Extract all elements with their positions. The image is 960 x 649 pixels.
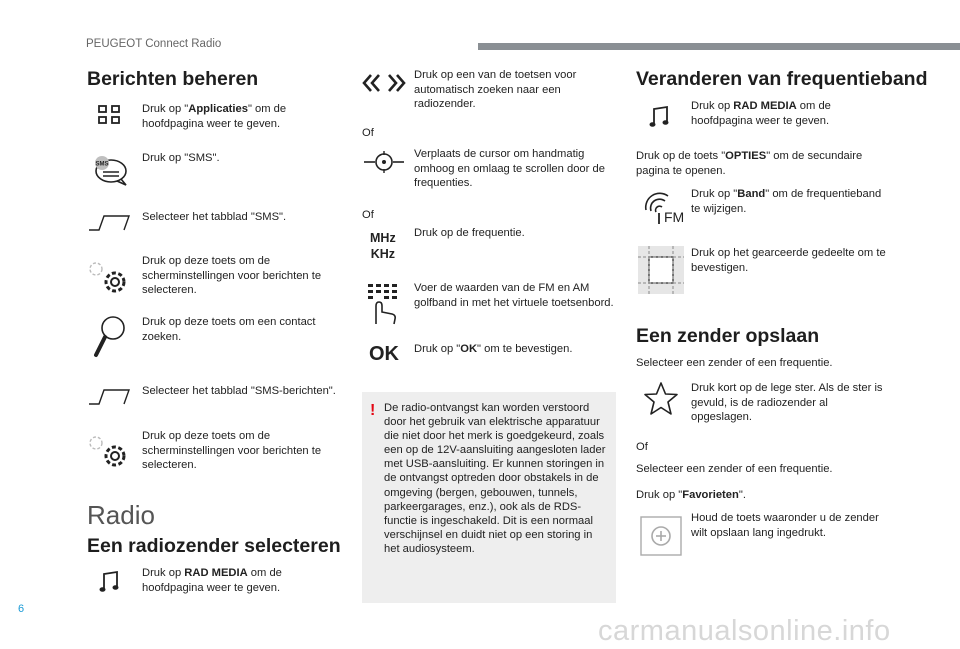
add-preset-icon [640, 516, 682, 556]
sms-icon-label: SMS [95, 161, 109, 168]
mhz-khz-icon: MHz KHz [370, 231, 396, 261]
favorites-instruction: Druk op "Favorieten". [636, 489, 746, 501]
or-label-1: Of [362, 127, 374, 139]
music-note-icon [99, 570, 121, 594]
save-instruction-1: Selecteer een zender of een frequentie. [636, 357, 833, 369]
settings-gear-icon [86, 257, 130, 297]
save-instruction-2: Selecteer een zender of een frequentie. [636, 463, 833, 475]
warning-box [362, 392, 616, 603]
step-band-rad-media: Druk op RAD MEDIA om de hoofdpagina weer te geven. [691, 100, 831, 127]
step-search-contact: Druk op deze toets om een contact zoeken. [142, 316, 316, 343]
step-applications: Druk op "Applicaties" om de hoofdpagina weer te geven. [142, 103, 287, 130]
settings-gear-icon [86, 431, 130, 471]
step-band: Druk op "Band" om de frequentieband te wijzigen. [691, 188, 882, 215]
step-seek: Druk op een van de toetsen voor automatisch zoeken naar een radiozender. [414, 69, 577, 110]
step-settings-2: Druk op deze toets om de scherminstellingen voor berichten te selecteren. [142, 430, 322, 471]
slider-cursor-icon [362, 150, 406, 174]
search-magnifier-icon [93, 314, 129, 358]
keypad-hand-icon [366, 282, 400, 326]
step-settings-1: Druk op deze toets om de scherminstellingen voor berichten te selecteren. [142, 255, 322, 296]
step-keypad: Voer de waarden van de FM en AM golfband in met het virtuele toetsenbord. [414, 282, 614, 309]
header-title: PEUGEOT Connect Radio [86, 38, 222, 50]
section-title-select-station: Een radiozender selecteren [87, 535, 341, 557]
step-ok: Druk op "OK" om te bevestigen. [414, 343, 573, 355]
header-rule [478, 43, 960, 50]
section-title-save-station: Een zender opslaan [636, 325, 820, 347]
or-label-3: Of [636, 441, 648, 453]
grid-area-icon [638, 246, 684, 294]
step-rad-media: Druk op RAD MEDIA om de hoofdpagina weer te geven. [142, 567, 282, 594]
applications-grid-icon [97, 104, 123, 126]
ok-icon: OK [369, 343, 399, 365]
step-tab-sms: Selecteer het tabblad "SMS". [142, 211, 287, 223]
star-icon [643, 381, 679, 417]
step-slider: Verplaats de cursor om handmatig omhoog en omlaag te scrollen door de frequenties. [414, 148, 605, 189]
step-tab-sms-messages: Selecteer het tabblad "SMS-berichten". [142, 385, 336, 397]
warning-text: De radio-ontvangst kan worden verstoord door het gebruik van elektrische apparatuur die niet door het merk is goedgekeurd, zoals een op de 12V-aansluiting aangesloten lader met USB-aansluiting. Er kunnen storingen in de ontvangst optreden door obstakels in de omgeving (bergen, gebouwen, tunnels, parkeergarages, enz.), ook als de RDS-functie is ingeschakeld. Dit is een normaal verschijnsel en duidt niet op een storing in het audiosysteem. [384, 402, 606, 555]
seek-arrows-icon [362, 72, 406, 94]
section-title-change-band: Veranderen van frequentieband [636, 68, 928, 90]
step-shaded-area: Druk op het gearceerde gedeelte om te bevestigen. [691, 247, 886, 274]
warning-icon: ! [370, 402, 376, 419]
step-sms: Druk op "SMS". [142, 152, 220, 164]
page-number: 6 [18, 603, 25, 615]
options-instruction: Druk op de toets "OPTIES" om de secundaire pagina te openen. [636, 150, 863, 177]
step-hold-preset: Houd de toets waaronder u de zender wilt opslaan lang ingedrukt. [691, 512, 879, 539]
step-frequency: Druk op de frequentie. [414, 227, 525, 239]
music-note-icon [649, 105, 671, 129]
chapter-title-radio: Radio [87, 500, 155, 530]
fm-band-icon [642, 190, 685, 226]
sms-bubble-icon [92, 154, 130, 188]
tab-icon [88, 387, 132, 407]
tab-icon [88, 213, 132, 233]
section-title-messages: Berichten beheren [87, 68, 259, 90]
watermark: carmanualsonline.info [598, 615, 891, 647]
or-label-2: Of [362, 209, 374, 221]
fm-icon-label: FM [664, 209, 685, 225]
step-star: Druk kort op de lege ster. Als de ster is gevuld, is de radiozender al opgeslagen. [691, 382, 883, 423]
